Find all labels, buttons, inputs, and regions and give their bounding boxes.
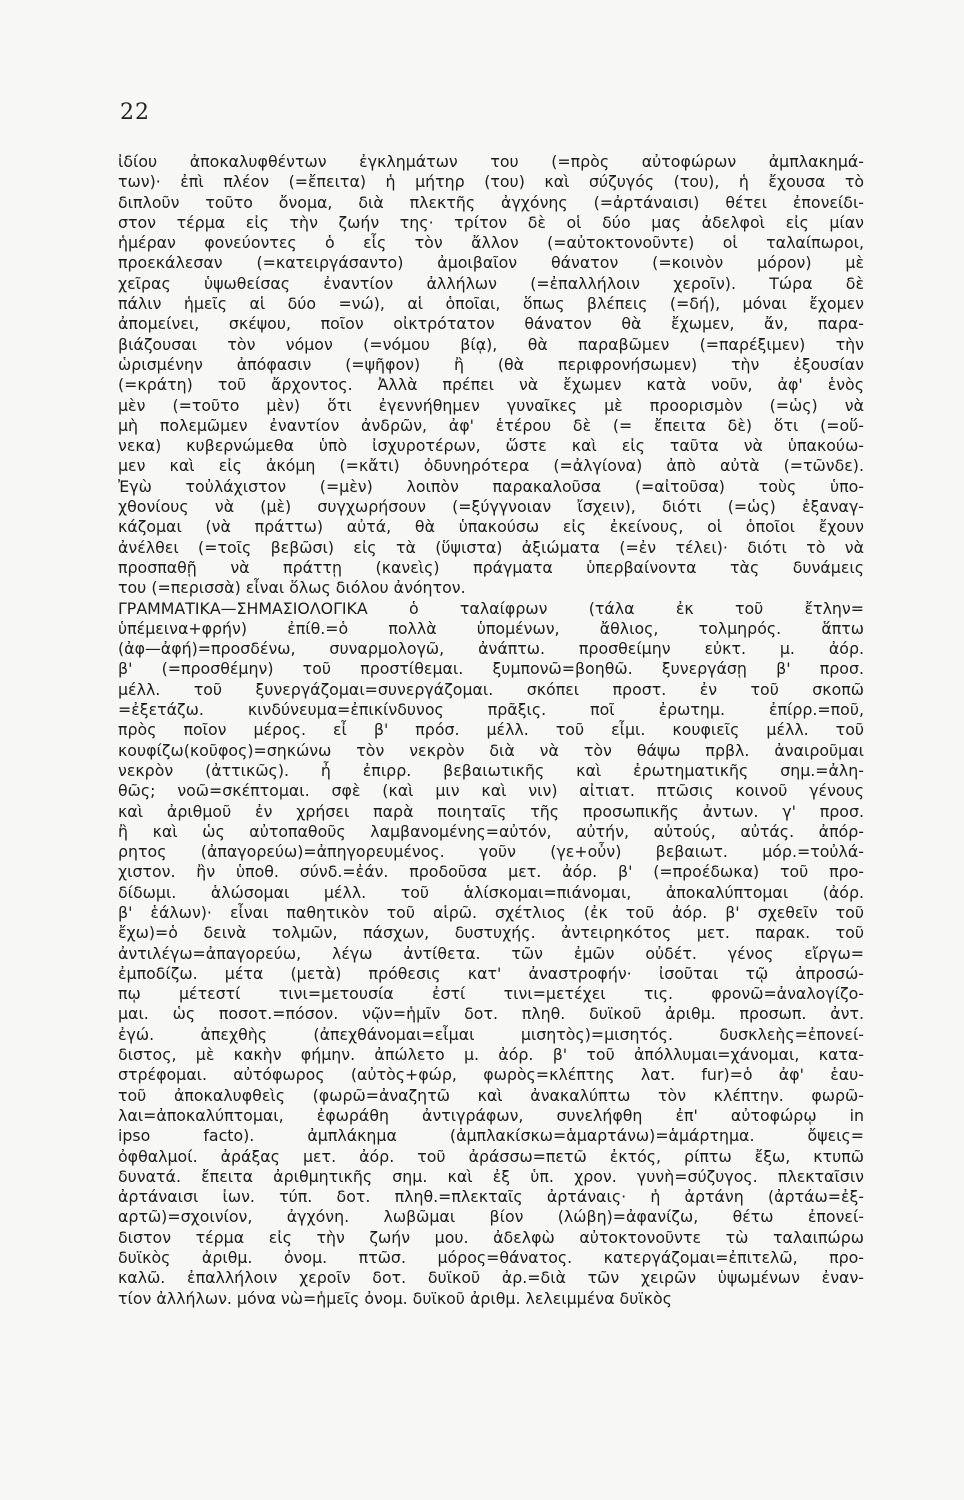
text-line: Ἐγὼ τοὐλάχιστον (=μὲν) λοιπὸν παρακαλοῦσα (=αἰτοῦσα) τοὺς ὑπο- (118, 476, 864, 496)
text-line: κάζομαι (νὰ πράττω) αὐτά, θὰ ὑπακούσω εἰς ἐκείνους, οἱ ὁποῖοι ἔχουν (118, 517, 864, 537)
text-line: λαι=ἀποκαλύπτομαι, ἐφωράθη ἀντιγράφων, συνελήφθη ἐπ' αὐτοφώρῳ in (118, 1105, 864, 1125)
text-line: β' ἑάλων)· εἶναι παθητικὸν τοῦ αἱρῶ. σχέτλιος (ἐκ τοῦ ἀόρ. β' σχεθεῖν τοῦ (118, 902, 864, 922)
text-line: ἐμποδίζω. μέτα (μετὰ) πρόθεσις κατ' ἀναστροφήν· ἰσοῦται τῷ ἀπροσώ- (118, 963, 864, 983)
text-line: διστος, μὲ κακὴν φήμην. ἀπώλετο μ. ἀόρ. β' τοῦ ἀπόλλυμαι=χάνομαι, κατα- (118, 1045, 864, 1065)
text-line: β' (=προσθέμην) τοῦ προστίθεμαι. ξυμπονῶ=βοηθῶ. ξυνεργάσῃ β' προσ. (118, 659, 864, 679)
text-line: διστον τέρμα εἰς τὴν ζωήν μου. ἀδελφὼ αὐτοκτονοῦντε τὼ ταλαιπώρω (118, 1227, 864, 1247)
text-line: θῶς; νοῶ=σκέπτομαι. σφὲ (καὶ μιν καὶ νιν) αἰτιατ. πτῶσις κοινοῦ γένους (118, 781, 864, 801)
text-line: δυϊκὸς ἀριθμ. ὀνομ. πτῶσ. μόρος=θάνατος. κατεργάζομαι=ἐπιτελῶ, προ- (118, 1248, 864, 1268)
text-line: βιάζουσαι τὸν νόμον (=νόμου βίᾳ), θὰ παραβῶμεν (=παρέξιμεν) τὴν (118, 334, 864, 354)
text-line: ρητος (ἀπαγορεύω)=ἀπηγορευμένος. γοῦν (γε+οὖν) βεβαιωτ. μόρ.=τοὐλά- (118, 842, 864, 862)
text-line: τίον ἀλλήλων. μόνα νὼ=ἡμεῖς ὀνομ. δυϊκοῦ ἀριθμ. λελειμμένα δυϊκὸς (118, 1288, 672, 1308)
text-line: ἰδίου ἀποκαλυφθέντων ἐγκλημάτων του (=πρὸς αὐτοφώρων ἀμπλακημά- (118, 152, 864, 171)
text-line: αρτῶ)=σχοινίον, ἀγχόνη. λωβῶμαι βίον (λώβη)=ἀφανίζω, θέτω ἐπονεί- (118, 1207, 864, 1227)
text-line: ὑπέμεινα+φρήν) ἐπίθ.=ὁ πολλὰ ὑπομένων, ἄθλιος, τολμηρός. ἅπτω (118, 618, 864, 638)
text-line: στον τέρμα εἰς τὴν ζωήν της· τρίτον δὲ οἱ δύο μας ἀδελφοὶ εἰς μίαν (118, 212, 864, 232)
text-line: τοῦ ἀποκαλυφθεὶς (φωρῶ=ἀναζητῶ καὶ ἀνακαλύπτω τὸν κλέπτην. φωρῶ- (118, 1085, 864, 1105)
text-line: ὡρισμένην ἀπόφασιν (=ψῆφον) ἢ (θὰ περιφρονήσωμεν) τὴν ἐξουσίαν (118, 354, 864, 374)
text-line: καλῶ. ἐπαλλήλοιν χεροῖν δοτ. δυϊκοῦ ἀρ.=διὰ τῶν χειρῶν ὑψωμένων ἐναν- (118, 1268, 864, 1288)
text-line: ὀφθαλμοί. ἀράξας μετ. ἀόρ. τοῦ ἀράσσω=πετῶ ἐκτός, ρίπτω ἔξω, κτυπῶ (118, 1146, 864, 1166)
text-line: (ἀφ—ἀφή)=προσδένω, συναρμολογῶ, ἀνάπτω. προσθείμην εὐκτ. μ. ἀόρ. (118, 639, 864, 659)
text-line: δυνατά. ἔπειτα ἀριθμητικῆς σημ. καὶ ἐξ ὑπ. χρον. γυνὴ=σύζυγος. πλεκταῖσιν (118, 1166, 864, 1186)
text-line: =ἐξετάζω. κινδύνευμα=ἐπικίνδυνος πρᾶξις. ποῖ ἐρωτημ. ἐπίρρ.=ποῦ, (118, 700, 864, 720)
text-line: ἢ καὶ ὡς αὐτοπαθοῦς λαμβανομένης=αὐτόν, αὐτήν, αὐτούς, αὐτάς. ἀπόρ- (118, 821, 864, 841)
text-line: νεκρὸν (ἀττικῶς). ἦ ἐπιρρ. βεβαιωτικῆς καὶ ἐρωτηματικῆς σημ.=ἀλη- (118, 760, 864, 780)
text-line: προεκάλεσαν (=κατειργάσαντο) ἀμοιβαῖον θάνατον (=κοινὸν μόρον) μὲ (118, 253, 864, 273)
body-text (118, 152, 864, 1309)
text-line: μὴ πολεμῶμεν ἐναντίον ἀνδρῶν, ἀφ' ἑτέρου δὲ (= ἔπειτα δὲ) ὅτι (=οὕ- (118, 415, 864, 435)
text-line: νεκα) κυβερνώμεθα ὑπὸ ἰσχυροτέρων, ὥστε καὶ εἰς ταῦτα νὰ ὑπακούω- (118, 436, 864, 456)
text-line: ἡμέραν φονεύοντες ὁ εἷς τὸν ἄλλον (=αὐτοκτονοῦντε) οἱ ταλαίπωροι, (118, 233, 864, 253)
text-line: μὲν (=τοῦτο μὲν) ὅτι ἐγεννήθημεν γυναῖκες μὲ προορισμὸν (=ὡς) νὰ (118, 395, 864, 415)
text-line: χιστον. ἢν ὑποθ. σύνδ.=ἐάν. προδοῦσα μετ. ἀόρ. β' (=προέδωκα) τοῦ προ- (118, 862, 864, 882)
text-line: ΓΡΑΜΜΑΤΙΚΑ—ΣΗΜΑΣΙΟΛΟΓΙΚΑ ὁ ταλαίφρων (τάλα ἐκ τοῦ ἔτλην= (118, 598, 864, 618)
text-line: ἐγώ. ἀπεχθὴς (ἀπεχθάνομαι=εἶμαι μισητὸς)=μισητός. δυσκλεὴς=ἐπονεί- (118, 1024, 864, 1044)
text-line: ἀνέλθει (=τοῖς βεβῶσι) εἰς τὰ (ὕψιστα) ἀξιώματα (=ἐν τέλει)· διότι τὸ νὰ (118, 537, 864, 557)
text-line: (=κράτη) τοῦ ἄρχοντος. Ἀλλὰ πρέπει νὰ ἔχωμεν κατὰ νοῦν, ἀφ' ἑνὸς (118, 375, 864, 395)
text-line: πρὸς ποῖον μέρος. εἶ β' πρόσ. μέλλ. τοῦ εἶμι. κουφιεῖς μέλλ. τοῦ (118, 720, 864, 740)
text-line: πάλιν ἡμεῖς αἱ δύο =νώ), αἱ ὁποῖαι, ὅπως βλέπεις (=δή), μόναι ἔχομεν (118, 294, 864, 314)
text-line: ipso facto). ἀμπλάκημα (ἀμπλακίσκω=ἁμαρτάνω)=ἁμάρτημα. ὄψεις= (118, 1126, 864, 1146)
text-line: μεν καὶ εἰς ἀκόμη (=κἄτι) ὀδυνηρότερα (=ἀλγίονα) ἀπὸ αὐτὰ (=τῶνδε). (118, 456, 864, 476)
text-line: κουφίζω(κοῦφος)=σηκώνω τὸν νεκρὸν διὰ νὰ τὸν θάψω πρβλ. ἀναιροῦμαι (118, 740, 864, 760)
text-line: ἀντιλέγω=ἀπαγορεύω, λέγω ἀντίθετα. τῶν ἐμῶν οὐδέτ. γένος εἴργω= (118, 943, 864, 963)
text-line: πῳ μέτεστί τινι=μετουσία ἐστί τινι=μετέχει τις. φρονῶ=ἀναλογίζο- (118, 984, 864, 1004)
page-number: 22 (120, 100, 150, 125)
text-line: δίδωμι. ἁλώσομαι μέλλ. τοῦ ἁλίσκομαι=πιάνομαι, ἀποκαλύπτομαι (ἀόρ. (118, 882, 864, 902)
text-line: προσπαθῇ νὰ πράττῃ (κανεὶς) πράγματα ὑπερβαίνοντα τὰς δυνάμεις (118, 557, 864, 577)
text-line: ἀρτάναισι ἰων. τύπ. δοτ. πληθ.=πλεκταῖς ἀρτάναις· ἡ ἀρτάνη (ἀρτάω=ἐξ- (118, 1187, 864, 1207)
text-line: του (=περισσὰ) εἶναι ὅλως διόλου ἀνόητον. (118, 578, 466, 598)
text-line: καὶ ἀριθμοῦ ἐν χρήσει παρὰ ποιηταῖς τῆς προσωπικῆς ἀντων. γ' προσ. (118, 801, 864, 821)
text-line: ἔχω)=ὁ δεινὰ τολμῶν, πάσχων, δυστυχής. ἀντειρηκότος μετ. παρακ. τοῦ (118, 923, 864, 943)
text-line: μέλλ. τοῦ ξυνεργάζομαι=συνεργάζομαι. σκόπει προστ. ἐν τοῦ σκοπῶ (118, 679, 864, 699)
text-line: στρέφομαι. αὐτόφωρος (αὐτὸς+φώρ, φωρὸς=κλέπτης λατ. fur)=ὁ ἀφ' ἑαυ- (118, 1065, 864, 1085)
text-line: χεῖρας ὑψωθείσας ἐναντίον ἀλλήλων (=ἐπαλλήλοιν χεροῖν). Τώρα δὲ (118, 273, 864, 293)
text-line: των)· ἐπὶ πλέον (=ἔπειτα) ἡ μήτηρ (του) καὶ σύζυγός (του), ἡ ἔχουσα τὸ (118, 172, 864, 192)
text-line: χθονίους νὰ (μὲ) συγχωρήσουν (=ξύγγνοιαν ἴσχειν), διότι (=ὡς) ἐξαναγ- (118, 497, 864, 517)
text-line: ἀπομείνει, σκέψου, ποῖον οἰκτρότατον θάνατον θὰ ἔχωμεν, ἄν, παρα- (118, 314, 864, 334)
text-line: μαι. ὡς ποσοτ.=πόσον. νῷν=ἡμῖν δοτ. πληθ. δυϊκοῦ ἀριθμ. προσωπ. ἀντ. (118, 1004, 864, 1024)
text-line: διπλοῦν τοῦτο ὄνομα, διὰ πλεκτῆς ἀγχόνης (=ἀρτάναισι) θέτει ἐπονείδι- (118, 192, 864, 212)
